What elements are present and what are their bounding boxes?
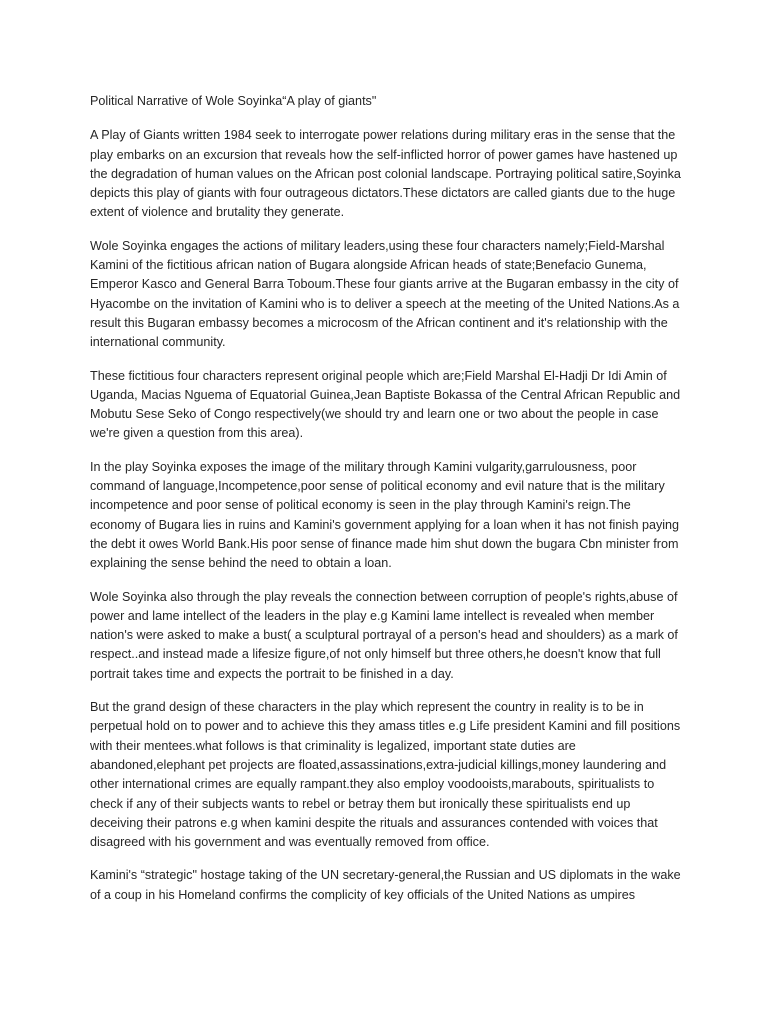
paragraph-7: Kamini's “strategic" hostage taking of the UN secretary-general,the Russian and US diplomats in the wake of a coup in his Homeland confirms the complicity of key officials of the United Nations as umpires	[90, 868, 681, 902]
paragraph-4: In the play Soyinka exposes the image of the military through Kamini vulgarity,garrulousness, poor command of language,Incompetence,poor sense of political economy and evil nature that is the military incompetence and poor sense of political economy is seen in the play through Kamini's reign.The economy of Bugara lies in ruins and Kamini's government applying for a loan when it has not finish paying the debt it owes World Bank.His poor sense of finance made him shut down the bugara Cbn minister from explaining the sense behind the need to obtain a loan.	[90, 459, 680, 571]
document-title: Political Narrative of Wole Soyinka“A play of giants"	[90, 94, 377, 108]
paragraph-6: But the grand design of these characters in the play which represent the country in reality is to be in perpetual hold on to power and to achieve this they amass titles e.g Life president Kamini and fill positions with their mentees.what follows is that criminality is legalized, important state duties are abandoned,elephant pet projects are floated,assassinations,extra-judicial killings,money laundering and other international crimes are equally rampant.they also employ voodooists,marabouts, spiritualists to check if any of their subjects wants to rebel or betray them but ironically these spiritualists end up deceiving their patrons e.g when kamini despite the rituals and assurances contended with voices that disagreed with his government and was eventually removed from office.	[90, 700, 681, 850]
paragraph-3: These fictitious four characters represent original people which are;Field Marshal El-Hadji Dr Idi Amin of Uganda, Macias Nguema of Equatorial Guinea,Jean Baptiste Bokassa of the Central African Republic and Mobutu Sese Seko of Congo respectively(we should try and learn one or two about the people in case we're given a question from this area).	[90, 368, 681, 441]
paragraph-1: A Play of Giants written 1984 seek to interrogate power relations during military eras in the sense that the play embarks on an excursion that reveals how the self-inflicted horror of power games have hastened up the degradation of human values on the African post colonial landscape. Portraying political satire,Soyinka depicts this play of giants with four outrageous dictators.These dictators are called giants due to the huge extent of violence and brutality they generate.	[90, 128, 681, 220]
paragraph-2: Wole Soyinka engages the actions of military leaders,using these four characters namely;Field-Marshal Kamini of the fictitious african nation of Bugara alongside African heads of state;Benefacio Gunema, Emperor Kasco and General Barra Toboum.These four giants arrive at the Bugaran embassy in the city of Hyacombe on the invitation of Kamini who is to deliver a speech at the meeting of the United Nations.As a result this Bugaran embassy becomes a microcosm of the African continent and it's relationship with the international community.	[90, 238, 680, 350]
paragraph-5: Wole Soyinka also through the play reveals the connection between corruption of people's rights,abuse of power and lame intellect of the leaders in the play e.g Kamini lame intellect is revealed when member nation's were asked to make a bust( a sculptural portrayal of a person's head and shoulders) as a mark of respect..and instead made a lifesize figure,of not only himself but three others,he doesn't know that full portrait takes time and expects the portrait to be finished in a day.	[90, 589, 678, 681]
